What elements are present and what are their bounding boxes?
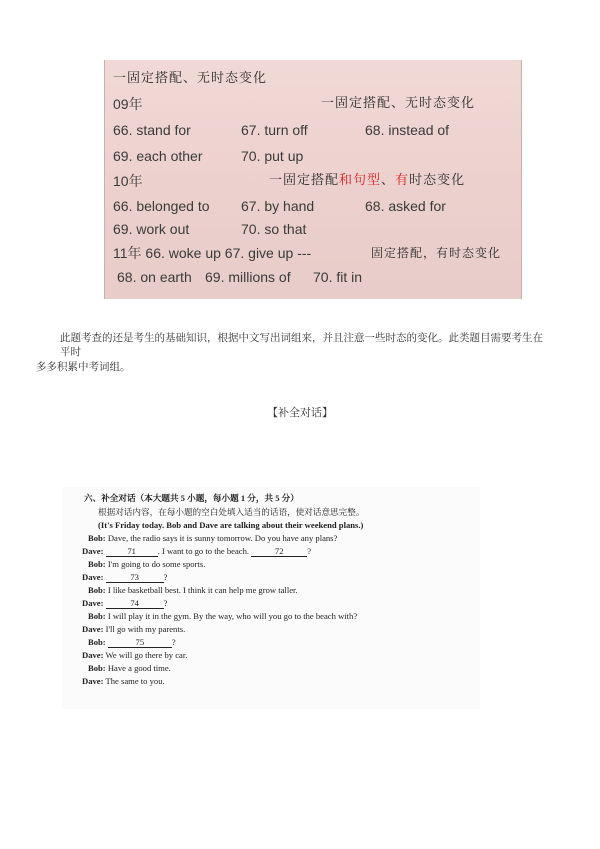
dialogue-line [88,637,176,648]
year-09-note: 一固定搭配、无时态变化 [321,96,476,111]
year-10-note-c: 、 [381,173,396,188]
line-text: Dave, the radio says it is sunny tomorrow. Do you have any plans? [107,533,338,543]
speaker: Bob: [88,637,106,647]
speaker: Bob: [88,611,106,621]
dialogue-line [82,546,311,557]
dialogue-exam-scan [62,487,480,709]
line-text: I'm going to do some sports. [107,559,206,569]
year-11-row [113,242,515,264]
blank-72[interactable]: 72 [251,547,307,557]
answer-69: 69. work out [113,221,190,237]
dialogue-line [82,676,165,687]
answer-66: 66. belonged to [113,198,210,214]
line-end: ? [307,546,312,556]
explanation-line-2: 多多积累中考词组。 [36,361,131,373]
blank-71[interactable]: 71 [106,547,158,557]
dialogue-line [82,650,187,661]
speaker: Dave: [82,546,104,556]
speaker: Dave: [82,650,104,660]
answer-69: 69. millions of [205,269,291,285]
dialogue-line [88,611,357,622]
year-09-answers-1 [113,119,515,141]
answer-67: 67. turn off [241,122,308,138]
year-10-row [113,170,515,192]
dialogue-line [88,585,298,596]
scan-heading: 六、补全对话（本大题共 5 小题，每小题 1 分，共 5 分） [84,493,299,503]
answer-68: 68. asked for [365,198,446,214]
year-10-note-e: 时态变化 [409,173,466,188]
dialogue-line [88,533,337,544]
line-text: I'll go with my parents. [105,624,186,634]
scan-instruction: 根据对话内容，在每小题的空白处填入适当的话语，使对话意思完整。 [98,507,365,517]
slide-title: 一固定搭配、无时态变化 [113,71,268,86]
year-10-answers-2 [113,218,515,240]
year-11-note: 固定搭配，有时态变化 [371,246,502,260]
speaker: Bob: [88,585,106,595]
line-end: ? [163,572,168,582]
answer-66: 66. stand for [113,122,191,138]
phrase-answer-slide [104,60,522,299]
dialogue-line [88,559,205,570]
year-10-note-d: 有 [395,173,410,188]
line-text: The same to you. [105,676,165,686]
speaker: Bob: [88,533,106,543]
answer-67: 67. by hand [241,198,315,214]
line-end: ? [171,637,176,647]
year-11-line: 11年 66. woke up 67. give up --- [113,245,312,261]
year-09-row [113,93,515,115]
dialogue-line [88,663,171,674]
line-text: I like basketball best. I think it can help me grow taller. [107,585,298,595]
dialogue-line [82,572,167,583]
line-end: ? [163,598,168,608]
speaker: Dave: [82,624,104,634]
speaker: Bob: [88,663,106,673]
answer-68: 68. instead of [365,122,450,138]
blank-74[interactable]: 74 [106,599,164,609]
answer-69: 69. each other [113,148,203,164]
year-10-note [269,170,465,192]
year-11-answers-2 [113,266,515,288]
speaker: Dave: [82,572,104,582]
answer-70: 70. fit in [313,269,363,285]
blank-73[interactable]: 73 [106,573,164,583]
answer-68: 68. on earth [117,269,192,285]
dialogue-line [82,624,185,635]
speaker: Dave: [82,676,104,686]
speaker: Dave: [82,598,104,608]
blank-75[interactable]: 75 [108,638,172,648]
year-10-label: 10年 [113,173,143,189]
dialogue-line [82,598,167,609]
speaker: Bob: [88,559,106,569]
line-text: We will go there by car. [105,650,188,660]
explanation-line-1: 此题考查的还是考生的基础知识，根据中文写出词组来，并且注意一些时态的变化。此类题目需要考生在平时 [60,332,543,358]
section-title: 【补全对话】 [267,406,333,419]
year-10-answers-1 [113,195,515,217]
line-text: . I want to go to the beach. [157,546,250,556]
year-09-label: 09年 [113,96,143,112]
line-text: I will play it in the gym. By the way, who will you go to the beach with? [107,611,358,621]
answer-70: 70. put up [241,148,304,164]
year-09-answers-2 [113,145,515,167]
answer-70: 70. so that [241,221,307,237]
line-text: Have a good time. [107,663,171,673]
year-10-note-a: 一固定搭配 [269,173,340,188]
year-10-note-b: 和句型 [339,173,382,188]
scan-context: (It's Friday today. Bob and Dave are talking about their weekend plans.) [98,520,364,530]
